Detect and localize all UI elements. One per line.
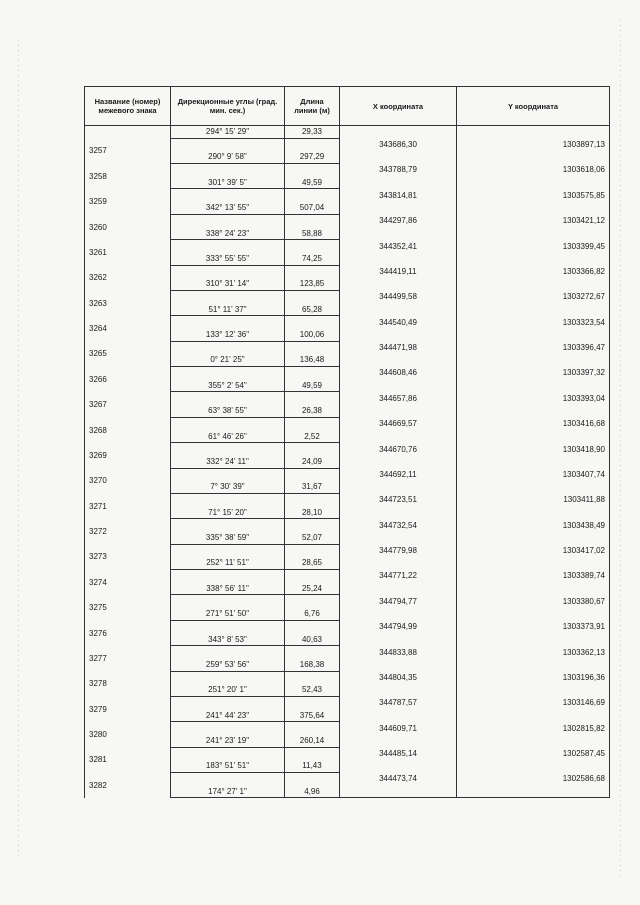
x-cell-empty	[340, 252, 457, 265]
table-row	[85, 126, 610, 139]
angle-cell: 241° 44' 23"	[171, 709, 285, 722]
y-cell-empty	[457, 176, 610, 189]
x-cell-empty	[340, 303, 457, 316]
x-cell: 344352,41	[340, 240, 457, 253]
y-cell-empty	[457, 658, 610, 671]
table-row	[85, 265, 610, 278]
x-cell-empty	[340, 582, 457, 595]
table-row	[85, 341, 610, 354]
mark-cell: 3280	[85, 722, 171, 747]
y-cell: 1303380,67	[457, 595, 610, 608]
table-row	[85, 189, 610, 202]
header-angle: Дирекционные углы (град. мин. сек.)	[171, 87, 285, 126]
y-cell-empty	[457, 481, 610, 494]
mark-cell: 3257	[85, 138, 171, 163]
angle-cell-empty	[171, 696, 285, 709]
angle-cell: 294° 15' 29"	[171, 126, 285, 139]
angle-cell: 259° 53' 56"	[171, 658, 285, 671]
y-cell: 1303272,67	[457, 290, 610, 303]
y-cell: 1303411,88	[457, 493, 610, 506]
angle-cell: 301° 39' 5"	[171, 176, 285, 189]
mark-cell: 3259	[85, 189, 171, 214]
length-cell: 49,59	[285, 379, 340, 392]
y-cell: 1303196,36	[457, 671, 610, 684]
length-cell-empty	[285, 696, 340, 709]
x-cell-empty	[340, 532, 457, 545]
mark-cell: 3265	[85, 341, 171, 366]
x-cell-empty	[340, 455, 457, 468]
x-cell: 344608,46	[340, 367, 457, 380]
angle-cell-empty	[171, 570, 285, 583]
x-cell: 343686,30	[340, 138, 457, 151]
angle-cell-empty	[171, 646, 285, 659]
x-cell: 344833,88	[340, 646, 457, 659]
length-cell: 123,85	[285, 278, 340, 291]
x-cell-empty	[340, 227, 457, 240]
length-cell: 28,10	[285, 506, 340, 519]
mark-cell: 3281	[85, 747, 171, 772]
length-cell-empty	[285, 417, 340, 430]
angle-cell-empty	[171, 341, 285, 354]
mark-cell: 3279	[85, 696, 171, 721]
y-cell: 1302815,82	[457, 722, 610, 735]
length-cell-empty	[285, 443, 340, 456]
x-cell-empty	[340, 481, 457, 494]
x-cell: 344419,11	[340, 265, 457, 278]
mark-cell: 3277	[85, 646, 171, 671]
mark-cell: 3260	[85, 214, 171, 239]
x-cell-empty	[340, 709, 457, 722]
x-cell: 344540,49	[340, 316, 457, 329]
y-cell: 1303397,32	[457, 367, 610, 380]
table-row	[85, 747, 610, 760]
length-cell: 6,76	[285, 608, 340, 621]
y-cell-empty	[457, 151, 610, 164]
angle-cell: 343° 8' 53"	[171, 633, 285, 646]
length-cell: 49,59	[285, 176, 340, 189]
length-cell-empty	[285, 214, 340, 227]
length-cell: 11,43	[285, 760, 340, 773]
angle-cell: 51° 11' 37"	[171, 303, 285, 316]
y-cell: 1303417,02	[457, 544, 610, 557]
table-row	[85, 696, 610, 709]
y-cell-empty	[457, 608, 610, 621]
table-row	[85, 595, 610, 608]
angle-cell-empty	[171, 138, 285, 151]
x-cell: 343814,81	[340, 189, 457, 202]
angle-cell-empty	[171, 722, 285, 735]
table-row	[85, 164, 610, 177]
y-cell-empty	[457, 633, 610, 646]
y-cell-empty	[457, 430, 610, 443]
table-row	[85, 773, 610, 786]
y-cell-empty	[457, 126, 610, 139]
table-row	[85, 240, 610, 253]
angle-cell: 61° 46' 26"	[171, 430, 285, 443]
scan-noise	[620, 20, 621, 880]
angle-cell-empty	[171, 443, 285, 456]
angle-cell-empty	[171, 544, 285, 557]
y-cell-empty	[457, 684, 610, 697]
y-cell-empty	[457, 557, 610, 570]
length-cell: 52,07	[285, 532, 340, 545]
x-cell: 344473,74	[340, 773, 457, 786]
length-cell-empty	[285, 671, 340, 684]
length-cell-empty	[285, 316, 340, 329]
length-cell: 65,28	[285, 303, 340, 316]
angle-cell-empty	[171, 392, 285, 405]
angle-cell-empty	[171, 214, 285, 227]
length-cell: 26,38	[285, 405, 340, 418]
table-row	[85, 290, 610, 303]
angle-cell: 251° 20' 1"	[171, 684, 285, 697]
length-cell-empty	[285, 544, 340, 557]
y-cell: 1303438,49	[457, 519, 610, 532]
scan-noise	[18, 40, 19, 860]
mark-cell: 3266	[85, 367, 171, 392]
y-cell: 1303393,04	[457, 392, 610, 405]
x-cell: 344771,22	[340, 570, 457, 583]
x-cell-empty	[340, 151, 457, 164]
angle-cell: 133° 12' 36"	[171, 329, 285, 342]
angle-cell-empty	[171, 189, 285, 202]
mark-cell: 3271	[85, 493, 171, 518]
mark-cell: 3282	[85, 773, 171, 798]
y-cell-empty	[457, 405, 610, 418]
angle-cell-empty	[171, 773, 285, 786]
table-row	[85, 392, 610, 405]
x-cell-empty	[340, 735, 457, 748]
table-row	[85, 443, 610, 456]
y-cell-empty	[457, 532, 610, 545]
angle-cell: 338° 56' 11"	[171, 582, 285, 595]
length-cell: 52,43	[285, 684, 340, 697]
y-cell-empty	[457, 582, 610, 595]
y-cell: 1303407,74	[457, 468, 610, 481]
x-cell: 344692,11	[340, 468, 457, 481]
y-cell: 1303897,13	[457, 138, 610, 151]
x-cell-empty	[340, 658, 457, 671]
length-cell-empty	[285, 595, 340, 608]
x-cell: 344794,77	[340, 595, 457, 608]
angle-cell-empty	[171, 367, 285, 380]
angle-cell: 183° 51' 51"	[171, 760, 285, 773]
x-cell-empty	[340, 557, 457, 570]
angle-cell: 338° 24' 23"	[171, 227, 285, 240]
length-cell: 168,38	[285, 658, 340, 671]
length-cell-empty	[285, 620, 340, 633]
x-cell-empty	[340, 278, 457, 291]
length-cell: 40,63	[285, 633, 340, 646]
length-cell: 28,65	[285, 557, 340, 570]
angle-cell: 252° 11' 51"	[171, 557, 285, 570]
y-cell-empty	[457, 506, 610, 519]
length-cell: 29,33	[285, 126, 340, 139]
y-cell-empty	[457, 202, 610, 215]
x-cell-empty	[340, 684, 457, 697]
angle-cell: 0° 21' 25"	[171, 354, 285, 367]
angle-cell-empty	[171, 620, 285, 633]
length-cell-empty	[285, 138, 340, 151]
table-row	[85, 214, 610, 227]
angle-cell-empty	[171, 468, 285, 481]
length-cell: 297,29	[285, 151, 340, 164]
length-cell-empty	[285, 468, 340, 481]
length-cell: 74,25	[285, 252, 340, 265]
x-cell-empty	[340, 608, 457, 621]
angle-cell: 63° 38' 55"	[171, 405, 285, 418]
length-cell: 58,88	[285, 227, 340, 240]
x-cell-empty	[340, 785, 457, 798]
x-cell: 344609,71	[340, 722, 457, 735]
x-cell-empty	[340, 354, 457, 367]
x-cell-empty	[340, 176, 457, 189]
mark-cell: 3269	[85, 443, 171, 468]
length-cell-empty	[285, 773, 340, 786]
y-cell-empty	[457, 785, 610, 798]
table-row	[85, 722, 610, 735]
length-cell-empty	[285, 367, 340, 380]
header-mark: Название (номер) межевого знака	[85, 87, 171, 126]
angle-cell-empty	[171, 417, 285, 430]
angle-cell-empty	[171, 316, 285, 329]
y-cell: 1303421,12	[457, 214, 610, 227]
angle-cell: 71° 15' 20"	[171, 506, 285, 519]
y-cell-empty	[457, 735, 610, 748]
angle-cell: 342° 13' 55"	[171, 202, 285, 215]
angle-cell-empty	[171, 164, 285, 177]
length-cell-empty	[285, 240, 340, 253]
x-cell: 344732,54	[340, 519, 457, 532]
length-cell-empty	[285, 189, 340, 202]
table-row	[85, 544, 610, 557]
mark-cell: 3262	[85, 265, 171, 290]
x-cell-empty	[340, 329, 457, 342]
length-cell-empty	[285, 747, 340, 760]
y-cell-empty	[457, 227, 610, 240]
angle-cell: 174° 27' 1"	[171, 785, 285, 798]
angle-cell-empty	[171, 671, 285, 684]
y-cell-empty	[457, 455, 610, 468]
mark-cell: 3275	[85, 595, 171, 620]
table-row	[85, 417, 610, 430]
x-cell: 344794,99	[340, 620, 457, 633]
y-cell-empty	[457, 709, 610, 722]
table-row	[85, 138, 610, 151]
mark-cell: 3268	[85, 417, 171, 442]
length-cell-empty	[285, 290, 340, 303]
mark-cell-empty	[85, 126, 171, 139]
length-cell: 25,24	[285, 582, 340, 595]
y-cell: 1302586,68	[457, 773, 610, 786]
length-cell-empty	[285, 493, 340, 506]
mark-cell: 3258	[85, 164, 171, 189]
mark-cell: 3276	[85, 620, 171, 645]
table-row	[85, 316, 610, 329]
table-row	[85, 468, 610, 481]
angle-cell: 290° 9' 58"	[171, 151, 285, 164]
y-cell-empty	[457, 303, 610, 316]
angle-cell-empty	[171, 240, 285, 253]
x-cell: 344787,57	[340, 696, 457, 709]
mark-cell: 3272	[85, 519, 171, 544]
x-cell-empty	[340, 379, 457, 392]
mark-cell: 3263	[85, 290, 171, 315]
header-length: Длина линии (м)	[285, 87, 340, 126]
y-cell: 1303399,45	[457, 240, 610, 253]
y-cell: 1303362,13	[457, 646, 610, 659]
x-cell: 344657,86	[340, 392, 457, 405]
y-cell: 1303389,74	[457, 570, 610, 583]
header-y: Y координата	[457, 87, 610, 126]
mark-cell: 3278	[85, 671, 171, 696]
mark-cell: 3273	[85, 544, 171, 569]
x-cell-empty	[340, 760, 457, 773]
x-cell: 344471,98	[340, 341, 457, 354]
y-cell: 1303373,91	[457, 620, 610, 633]
angle-cell: 310° 31' 14"	[171, 278, 285, 291]
y-cell: 1303575,85	[457, 189, 610, 202]
length-cell: 136,48	[285, 354, 340, 367]
x-cell: 344669,57	[340, 417, 457, 430]
length-cell-empty	[285, 722, 340, 735]
y-cell-empty	[457, 379, 610, 392]
x-cell: 343788,79	[340, 164, 457, 177]
table-row	[85, 367, 610, 380]
table-row	[85, 671, 610, 684]
x-cell-empty	[340, 430, 457, 443]
angle-cell: 241° 23' 19"	[171, 735, 285, 748]
angle-cell: 332° 24' 11"	[171, 455, 285, 468]
y-cell: 1303146,69	[457, 696, 610, 709]
angle-cell: 355° 2' 54"	[171, 379, 285, 392]
x-cell-empty	[340, 202, 457, 215]
length-cell-empty	[285, 341, 340, 354]
y-cell: 1303416,68	[457, 417, 610, 430]
y-cell: 1303396,47	[457, 341, 610, 354]
table-row	[85, 570, 610, 583]
mark-cell: 3274	[85, 570, 171, 595]
table-row	[85, 646, 610, 659]
x-cell: 344723,51	[340, 493, 457, 506]
table-row	[85, 519, 610, 532]
length-cell-empty	[285, 646, 340, 659]
angle-cell-empty	[171, 493, 285, 506]
mark-cell: 3270	[85, 468, 171, 493]
y-cell: 1302587,45	[457, 747, 610, 760]
length-cell: 260,14	[285, 735, 340, 748]
x-cell: 344779,98	[340, 544, 457, 557]
x-cell: 344297,86	[340, 214, 457, 227]
length-cell: 24,09	[285, 455, 340, 468]
angle-cell-empty	[171, 265, 285, 278]
y-cell-empty	[457, 760, 610, 773]
angle-cell: 7° 30' 39"	[171, 481, 285, 494]
length-cell: 375,64	[285, 709, 340, 722]
mark-cell: 3261	[85, 240, 171, 265]
angle-cell: 335° 38' 59"	[171, 532, 285, 545]
length-cell-empty	[285, 519, 340, 532]
y-cell-empty	[457, 252, 610, 265]
y-cell: 1303618,06	[457, 164, 610, 177]
length-cell: 31,67	[285, 481, 340, 494]
header-x: Х координата	[340, 87, 457, 126]
length-cell-empty	[285, 570, 340, 583]
x-cell: 344499,58	[340, 290, 457, 303]
y-cell-empty	[457, 354, 610, 367]
boundary-marks-table	[84, 86, 610, 798]
y-cell: 1303323,54	[457, 316, 610, 329]
mark-cell: 3267	[85, 392, 171, 417]
x-cell-empty	[340, 405, 457, 418]
mark-cell: 3264	[85, 316, 171, 341]
x-cell-empty	[340, 633, 457, 646]
x-cell: 344804,35	[340, 671, 457, 684]
length-cell: 4,96	[285, 785, 340, 798]
length-cell-empty	[285, 164, 340, 177]
angle-cell-empty	[171, 519, 285, 532]
table-row	[85, 620, 610, 633]
x-cell-empty	[340, 126, 457, 139]
angle-cell: 271° 51' 50"	[171, 608, 285, 621]
length-cell: 2,52	[285, 430, 340, 443]
angle-cell-empty	[171, 747, 285, 760]
y-cell-empty	[457, 329, 610, 342]
angle-cell-empty	[171, 290, 285, 303]
length-cell: 100,06	[285, 329, 340, 342]
table-row	[85, 493, 610, 506]
length-cell-empty	[285, 265, 340, 278]
length-cell: 507,04	[285, 202, 340, 215]
angle-cell-empty	[171, 595, 285, 608]
length-cell-empty	[285, 392, 340, 405]
x-cell: 344670,76	[340, 443, 457, 456]
table-header-row	[85, 87, 610, 126]
y-cell: 1303366,82	[457, 265, 610, 278]
angle-cell: 333° 55' 55"	[171, 252, 285, 265]
y-cell: 1303418,90	[457, 443, 610, 456]
x-cell: 344485,14	[340, 747, 457, 760]
x-cell-empty	[340, 506, 457, 519]
y-cell-empty	[457, 278, 610, 291]
